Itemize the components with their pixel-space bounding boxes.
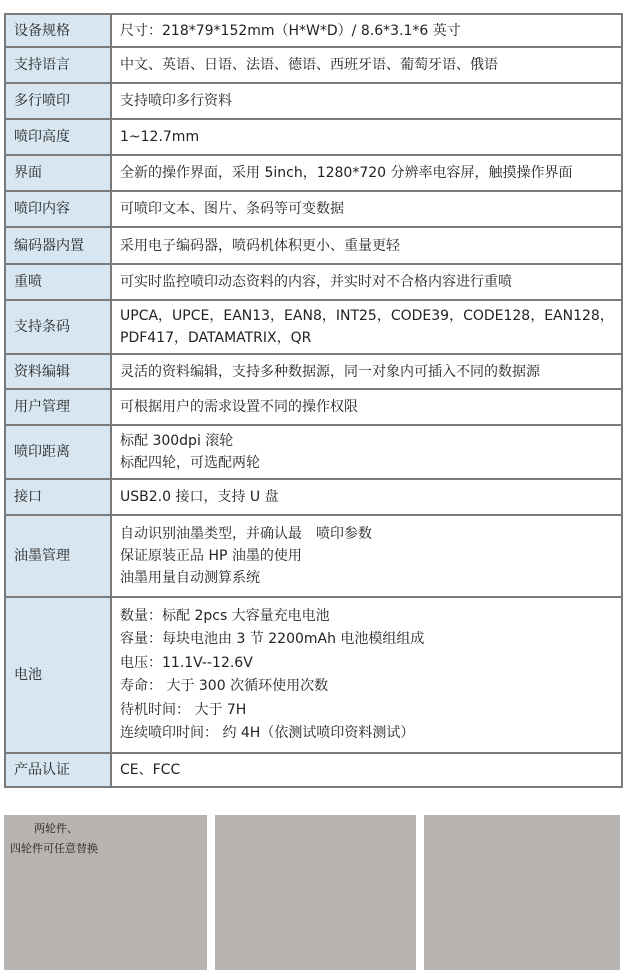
- spec-value-line: 自动识别油墨类型，并确认最 喷印参数: [120, 526, 372, 542]
- spec-value-line: 油墨用量自动测算系统: [120, 570, 260, 586]
- spec-row: [5, 119, 622, 155]
- spec-row: [5, 479, 622, 515]
- spec-row: [5, 47, 622, 83]
- spec-label: 重喷: [5, 264, 111, 300]
- spec-label: 油墨管理: [5, 515, 111, 597]
- spec-value-line: 支持喷印多行资料: [120, 93, 232, 109]
- spec-label: 用户管理: [5, 389, 111, 425]
- spec-label: 设备规格: [5, 14, 111, 47]
- spec-row: [5, 14, 622, 47]
- spec-value: [111, 119, 622, 155]
- spec-row: [5, 597, 622, 753]
- spec-value: [111, 264, 622, 300]
- spec-row: [5, 753, 622, 787]
- spec-row: [5, 300, 622, 354]
- spec-value-line: 容量：每块电池由 3 节 2200mAh 电池模组组成: [120, 631, 425, 647]
- product-photo: [215, 815, 416, 970]
- product-photo: [424, 815, 620, 970]
- spec-row: [5, 425, 622, 479]
- spec-value-line: 可根据用户的需求设置不同的操作权限: [120, 399, 358, 415]
- spec-value-line: 保证原装正品 HP 油墨的使用: [120, 548, 302, 564]
- spec-row: [5, 354, 622, 389]
- spec-row: [5, 389, 622, 425]
- spec-value-line: 可喷印文本、图片、条码等可变数据: [120, 201, 344, 217]
- spec-label: 产品认证: [5, 753, 111, 787]
- photo-caption-line: 两轮件、: [34, 822, 78, 835]
- spec-value: [111, 155, 622, 191]
- spec-value-line: 数量：标配 2pcs 大容量充电电池: [120, 607, 330, 624]
- spec-label: 支持语言: [5, 47, 111, 83]
- spec-value: [111, 425, 622, 479]
- spec-value-line: USB2.0 接口，支持 U 盘: [120, 489, 279, 505]
- spec-label: 资料编辑: [5, 354, 111, 389]
- spec-value-line: 标配四轮，可选配两轮: [120, 455, 260, 471]
- spec-label: 多行喷印: [5, 83, 111, 119]
- spec-value-line: 寿命： 大于 300 次循环使用次数: [120, 678, 329, 694]
- spec-row: [5, 191, 622, 227]
- spec-label: 界面: [5, 155, 111, 191]
- spec-value: [111, 47, 622, 83]
- spec-table-body: [5, 14, 622, 787]
- spec-value: [111, 354, 622, 389]
- spec-value-line: 连续喷印时间： 约 4H（依测试喷印资料测试）: [120, 725, 415, 741]
- spec-value-line: 可实时监控喷印动态资料的内容，并实时对不合格内容进行重喷: [120, 274, 512, 290]
- photo-caption: [10, 819, 98, 859]
- spec-row: [5, 83, 622, 119]
- spec-label: 接口: [5, 479, 111, 515]
- spec-value: [111, 389, 622, 425]
- spec-value-line: 全新的操作界面，采用 5inch，1280*720 分辨率电容屏，触摸操作界面: [120, 165, 573, 181]
- spec-label: 喷印距离: [5, 425, 111, 479]
- spec-row: [5, 227, 622, 264]
- spec-value-line: 标配 300dpi 滚轮: [120, 433, 234, 449]
- spec-value-line: PDF417，DATAMATRIX，QR: [120, 330, 312, 346]
- spec-value: [111, 515, 622, 597]
- wheel-kit-photo: [4, 815, 207, 970]
- spec-label: 支持条码: [5, 300, 111, 354]
- spec-value-line: 中文、英语、日语、法语、德语、西班牙语、葡萄牙语、俄语: [120, 57, 498, 73]
- spec-value: [111, 14, 622, 47]
- spec-row: [5, 264, 622, 300]
- spec-label: 编码器内置: [5, 227, 111, 264]
- spec-value: [111, 83, 622, 119]
- spec-label: 喷印内容: [5, 191, 111, 227]
- spec-value-line: 1~12.7mm: [120, 129, 200, 145]
- spec-row: [5, 155, 622, 191]
- spec-value-line: 灵活的资料编辑，支持多种数据源，同一对象内可插入不同的数据源: [120, 363, 540, 380]
- spec-table: [4, 13, 623, 788]
- spec-value: [111, 479, 622, 515]
- spec-value-line: UPCA，UPCE，EAN13，EAN8，INT25，CODE39，CODE128，EAN128，: [120, 308, 614, 324]
- spec-value: [111, 300, 622, 354]
- spec-label: 电池: [5, 597, 111, 753]
- spec-value: [111, 597, 622, 753]
- spec-row: [5, 515, 622, 597]
- spec-value: [111, 753, 622, 787]
- spec-value-line: 待机时间： 大于 7H: [120, 701, 247, 718]
- product-photos: [4, 815, 616, 970]
- spec-value: [111, 191, 622, 227]
- spec-value-line: 采用电子编码器，喷码机体积更小、重量更轻: [120, 237, 400, 254]
- spec-label: 喷印高度: [5, 119, 111, 155]
- spec-value-line: 尺寸：218*79*152mm（H*W*D）/ 8.6*3.1*6 英寸: [120, 22, 461, 39]
- photo-caption-line: 四轮件可任意替换: [10, 842, 98, 855]
- spec-value-line: 电压：11.1V--12.6V: [120, 654, 253, 671]
- spec-value: [111, 227, 622, 264]
- spec-value-line: CE、FCC: [120, 762, 181, 778]
